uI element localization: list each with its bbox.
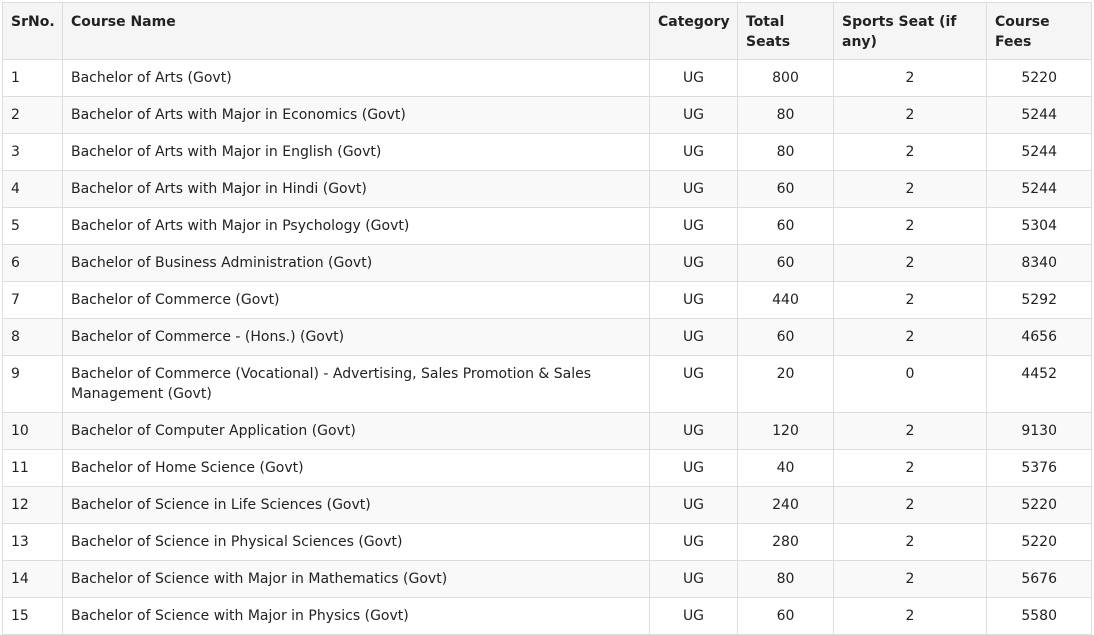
table-row [3,356,1092,413]
cell-total-seats: 20 [738,356,834,413]
cell-course-name: Bachelor of Arts with Major in Hindi (Govt) [63,171,650,208]
cell-course-fees: 5244 [987,171,1092,208]
cell-course-name: Bachelor of Computer Application (Govt) [63,413,650,450]
cell-category: UG [650,97,738,134]
cell-total-seats: 80 [738,134,834,171]
table-row [3,450,1092,487]
cell-category: UG [650,245,738,282]
cell-category: UG [650,319,738,356]
cell-sports-seat: 2 [834,208,987,245]
cell-sports-seat: 2 [834,282,987,319]
cell-sports-seat: 2 [834,413,987,450]
cell-course-name: Bachelor of Arts with Major in English (Govt) [63,134,650,171]
cell-course-name: Bachelor of Arts with Major in Economics (Govt) [63,97,650,134]
cell-course-name: Bachelor of Business Administration (Govt) [63,245,650,282]
cell-srno: 9 [3,356,63,413]
cell-course-name: Bachelor of Commerce (Vocational) - Advertising, Sales Promotion & Sales Management (Govt) [63,356,650,413]
cell-total-seats: 60 [738,208,834,245]
cell-total-seats: 800 [738,60,834,97]
header-category: Category [650,3,738,60]
cell-category: UG [650,171,738,208]
cell-category: UG [650,487,738,524]
cell-sports-seat: 2 [834,171,987,208]
cell-course-fees: 5376 [987,450,1092,487]
cell-course-fees: 5220 [987,524,1092,561]
table-header [3,3,1092,60]
cell-total-seats: 240 [738,487,834,524]
cell-course-name: Bachelor of Science with Major in Mathematics (Govt) [63,561,650,598]
table-row [3,134,1092,171]
table-row [3,282,1092,319]
table-row [3,171,1092,208]
table-row [3,60,1092,97]
cell-srno: 14 [3,561,63,598]
cell-category: UG [650,134,738,171]
cell-course-name: Bachelor of Science with Major in Physics (Govt) [63,598,650,635]
header-sports-seat: Sports Seat (if any) [834,3,987,60]
table-row [3,97,1092,134]
cell-course-name: Bachelor of Arts (Govt) [63,60,650,97]
cell-course-fees: 5244 [987,97,1092,134]
cell-sports-seat: 2 [834,245,987,282]
cell-srno: 7 [3,282,63,319]
cell-sports-seat: 2 [834,598,987,635]
cell-course-fees: 5676 [987,561,1092,598]
cell-category: UG [650,598,738,635]
cell-sports-seat: 2 [834,524,987,561]
cell-srno: 6 [3,245,63,282]
cell-srno: 8 [3,319,63,356]
cell-srno: 12 [3,487,63,524]
cell-total-seats: 60 [738,598,834,635]
cell-total-seats: 80 [738,561,834,598]
table-row [3,561,1092,598]
cell-course-fees: 8340 [987,245,1092,282]
header-course-name: Course Name [63,3,650,60]
cell-category: UG [650,413,738,450]
cell-srno: 11 [3,450,63,487]
cell-srno: 13 [3,524,63,561]
cell-course-fees: 5244 [987,134,1092,171]
cell-course-fees: 9130 [987,413,1092,450]
header-srno: SrNo. [3,3,63,60]
cell-total-seats: 440 [738,282,834,319]
cell-total-seats: 80 [738,97,834,134]
table-body [3,60,1092,635]
cell-sports-seat: 2 [834,319,987,356]
cell-category: UG [650,356,738,413]
table-row [3,487,1092,524]
cell-category: UG [650,524,738,561]
cell-sports-seat: 2 [834,450,987,487]
cell-total-seats: 60 [738,171,834,208]
cell-srno: 15 [3,598,63,635]
cell-course-fees: 5292 [987,282,1092,319]
cell-sports-seat: 2 [834,134,987,171]
cell-sports-seat: 2 [834,487,987,524]
table-row [3,319,1092,356]
cell-total-seats: 280 [738,524,834,561]
cell-course-name: Bachelor of Commerce - (Hons.) (Govt) [63,319,650,356]
cell-course-fees: 5220 [987,487,1092,524]
cell-srno: 2 [3,97,63,134]
cell-course-fees: 4656 [987,319,1092,356]
cell-course-name: Bachelor of Commerce (Govt) [63,282,650,319]
cell-course-fees: 5220 [987,60,1092,97]
cell-course-name: Bachelor of Science in Physical Sciences (Govt) [63,524,650,561]
cell-total-seats: 120 [738,413,834,450]
courses-table [2,2,1092,635]
cell-category: UG [650,208,738,245]
cell-total-seats: 40 [738,450,834,487]
cell-course-fees: 5580 [987,598,1092,635]
cell-course-fees: 5304 [987,208,1092,245]
table-row [3,598,1092,635]
table-row [3,413,1092,450]
cell-category: UG [650,60,738,97]
cell-srno: 5 [3,208,63,245]
cell-total-seats: 60 [738,245,834,282]
cell-sports-seat: 2 [834,97,987,134]
cell-srno: 10 [3,413,63,450]
header-course-fees: Course Fees [987,3,1092,60]
cell-category: UG [650,561,738,598]
cell-course-name: Bachelor of Science in Life Sciences (Govt) [63,487,650,524]
table-row [3,245,1092,282]
cell-category: UG [650,450,738,487]
cell-sports-seat: 2 [834,60,987,97]
cell-course-name: Bachelor of Arts with Major in Psychology (Govt) [63,208,650,245]
cell-total-seats: 60 [738,319,834,356]
cell-srno: 1 [3,60,63,97]
table-row [3,524,1092,561]
header-row [3,3,1092,60]
cell-course-fees: 4452 [987,356,1092,413]
cell-srno: 3 [3,134,63,171]
cell-srno: 4 [3,171,63,208]
header-total-seats: Total Seats [738,3,834,60]
cell-sports-seat: 0 [834,356,987,413]
table-row [3,208,1092,245]
cell-sports-seat: 2 [834,561,987,598]
cell-category: UG [650,282,738,319]
cell-course-name: Bachelor of Home Science (Govt) [63,450,650,487]
